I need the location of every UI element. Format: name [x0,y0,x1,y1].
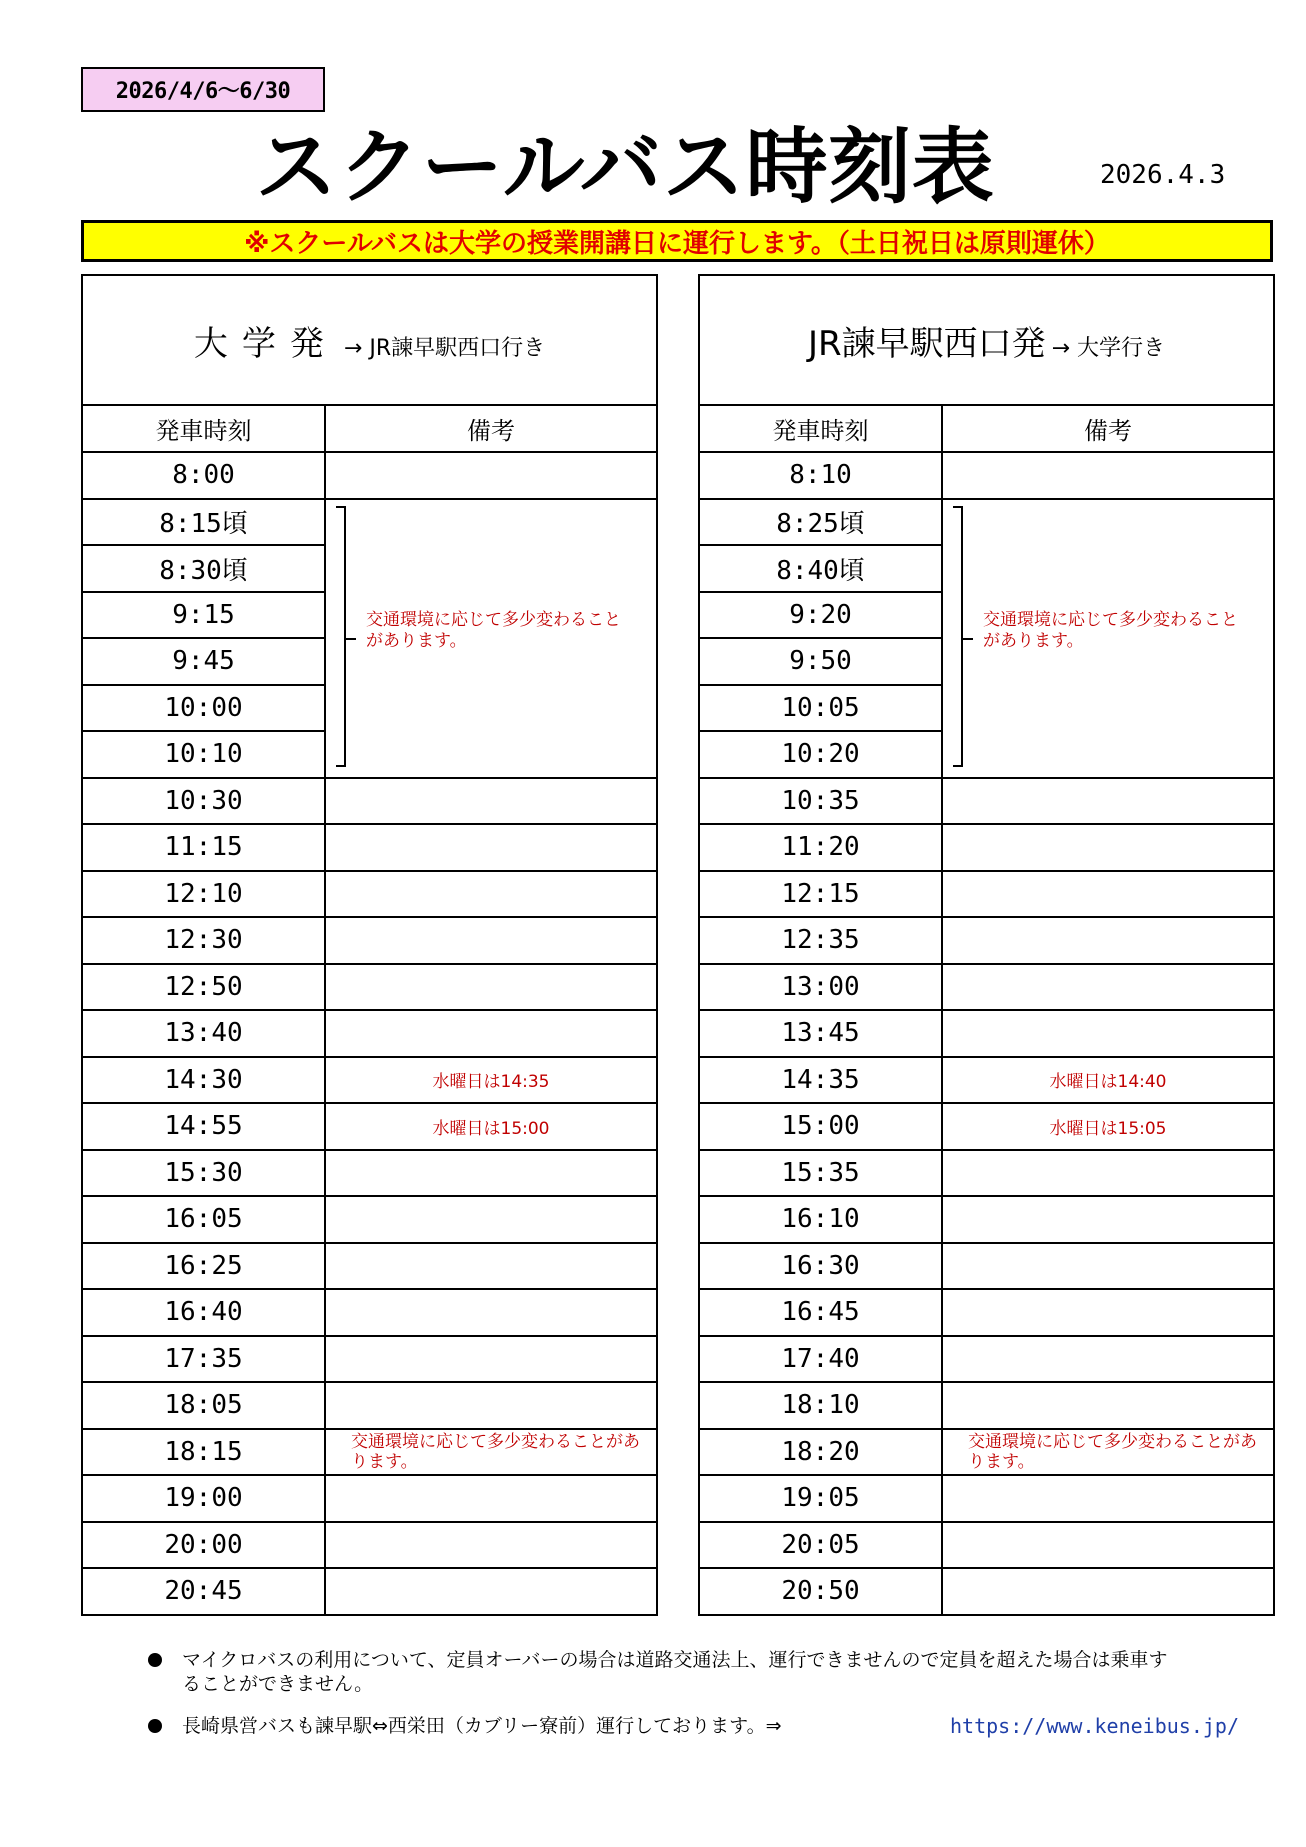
note-cell [325,1382,657,1429]
departure-time: 20:50 [699,1568,942,1615]
departure-time: 19:05 [699,1475,942,1522]
departure-time: 11:20 [699,824,942,871]
traffic-note: 交通環境に応じて多少変わることがあります。 [366,609,621,651]
wednesday-note: 水曜日は14:40 [942,1057,1274,1104]
departure-time: 16:10 [699,1196,942,1243]
note-cell [325,1196,657,1243]
table-row [699,1289,1274,1336]
departure-time: 20:05 [699,1522,942,1569]
table-row [82,1010,657,1057]
departure-title: JR諫早駅西口発 [807,323,1046,364]
departure-title: 大学発 [193,323,338,364]
table-row [699,1196,1274,1243]
note-cell [942,1010,1274,1057]
note-cell [942,964,1274,1011]
table-row [699,1010,1274,1057]
table-row [82,1475,657,1522]
note-cell [942,1382,1274,1429]
departure-time: 16:25 [82,1243,325,1290]
column-header-note: 備考 [325,405,657,452]
departure-time: 9:20 [699,592,942,639]
departure-time: 18:10 [699,1382,942,1429]
table-row [699,1522,1274,1569]
departure-time: 8:00 [82,452,325,499]
note-cell [325,1336,657,1383]
issue-date: 2026.4.3 [1100,160,1226,190]
group-note-cell [325,499,657,778]
wednesday-note: 水曜日は14:35 [325,1057,657,1104]
table-row [699,1057,1274,1104]
bullet-icon [148,1719,162,1733]
note-cell [325,1150,657,1197]
table-row [82,824,657,871]
column-header-time: 発車時刻 [82,405,325,452]
departure-time: 10:05 [699,685,942,732]
table-row [82,964,657,1011]
operation-notice-banner: ※スクールバスは大学の授業開講日に運行します。（土日祝日は原則運休） [81,220,1273,262]
departure-time: 10:20 [699,731,942,778]
departure-time: 16:40 [82,1289,325,1336]
destination-subtitle: → JR諫早駅西口行き [343,335,546,361]
note-cell [942,917,1274,964]
note-cell [325,1010,657,1057]
departure-time: 17:35 [82,1336,325,1383]
note-cell [325,964,657,1011]
departure-time: 20:45 [82,1568,325,1615]
traffic-note: 交通環境に応じて多少変わることがあります。 [983,609,1238,651]
note-cell [325,1568,657,1615]
departure-time: 14:35 [699,1057,942,1104]
departure-time: 13:40 [82,1010,325,1057]
departure-time: 16:30 [699,1243,942,1290]
note-cell [325,871,657,918]
departure-time: 12:10 [82,871,325,918]
wednesday-note: 水曜日は15:05 [942,1103,1274,1150]
table-row [699,1150,1274,1197]
departure-time: 13:45 [699,1010,942,1057]
table-row [82,1057,657,1104]
table-row [82,1196,657,1243]
departure-time: 9:15 [82,592,325,639]
note-cell [325,1522,657,1569]
table-row [699,1336,1274,1383]
note-cell [942,824,1274,871]
timetable-from-university [81,274,658,1616]
departure-time: 19:00 [82,1475,325,1522]
departure-time: 8:10 [699,452,942,499]
wednesday-note: 水曜日は15:00 [325,1103,657,1150]
bracket-tick [346,638,356,640]
departure-time: 18:05 [82,1382,325,1429]
footer-note-capacity [150,1648,1170,1696]
table-row [699,917,1274,964]
departure-time: 12:30 [82,917,325,964]
departure-time: 17:40 [699,1336,942,1383]
table-row [699,778,1274,825]
table-row [82,452,657,499]
departure-time: 16:05 [82,1196,325,1243]
note-cell [325,452,657,499]
page-title: スクールバス時刻表 [255,120,995,215]
table-row [82,1568,657,1615]
table-row [699,1103,1274,1150]
note-cell [325,1243,657,1290]
note-cell [942,871,1274,918]
note-cell [942,1150,1274,1197]
departure-time: 18:15 [82,1429,325,1476]
departure-time: 11:15 [82,824,325,871]
capacity-note-text: マイクロバスの利用について、定員オーバーの場合は道路交通法上、運行できませんので定員を超えた場合は乗車することができません。 [182,1649,1168,1695]
table-row [82,1103,657,1150]
departure-time: 12:50 [82,964,325,1011]
column-header-note: 備考 [942,405,1274,452]
table-row [699,824,1274,871]
table-row [699,1429,1274,1476]
table-row [699,1568,1274,1615]
keneibus-link[interactable]: https://www.keneibus.jp/ [950,1714,1239,1738]
table-row [82,871,657,918]
note-cell [325,917,657,964]
note-cell [942,452,1274,499]
column-header-time: 発車時刻 [699,405,942,452]
departure-time: 8:40頃 [699,545,942,592]
table-row [82,1336,657,1383]
departure-time: 13:00 [699,964,942,1011]
bracket-mark [336,506,346,767]
table-row [699,964,1274,1011]
departure-time: 12:15 [699,871,942,918]
group-note-cell [942,499,1274,778]
destination-subtitle: → 大学行き [1051,335,1166,361]
departure-time: 10:10 [82,731,325,778]
departure-time: 15:30 [82,1150,325,1197]
note-cell [942,1475,1274,1522]
note-cell [325,1289,657,1336]
departure-time: 16:45 [699,1289,942,1336]
table-row [82,778,657,825]
table-row [82,917,657,964]
departure-time: 18:20 [699,1429,942,1476]
departure-time: 14:55 [82,1103,325,1150]
footer-note-prefectural-bus [150,1714,930,1738]
bullet-icon [148,1653,162,1667]
departure-time: 15:00 [699,1103,942,1150]
note-cell [942,1289,1274,1336]
note-cell [942,1243,1274,1290]
table-row [82,1429,657,1476]
note-cell [325,824,657,871]
bracket-tick [963,638,973,640]
note-cell [942,778,1274,825]
table-row [699,1243,1274,1290]
prefectural-bus-note-text: 長崎県営バスも諫早駅⇔西栄田（カブリー寮前）運行しております。⇒ [182,1715,782,1737]
table-row [82,1289,657,1336]
departure-time: 10:30 [82,778,325,825]
table-row [82,499,657,546]
period-badge: 2026/4/6～6/30 [81,67,325,112]
table-row [699,1382,1274,1429]
table-row [699,499,1274,546]
traffic-note: 交通環境に応じて多少変わることがあります。 [325,1429,657,1476]
note-cell [942,1568,1274,1615]
note-cell [942,1196,1274,1243]
departure-time: 9:50 [699,638,942,685]
departure-time: 15:35 [699,1150,942,1197]
table-header [699,275,1274,405]
note-cell [942,1522,1274,1569]
table-row [82,1150,657,1197]
departure-time: 14:30 [82,1057,325,1104]
timetable-from-station [698,274,1275,1616]
departure-time: 20:00 [82,1522,325,1569]
table-row [82,1382,657,1429]
note-cell [942,1336,1274,1383]
departure-time: 10:35 [699,778,942,825]
bracket-mark [953,506,963,767]
traffic-note: 交通環境に応じて多少変わることがあります。 [942,1429,1274,1476]
table-row [699,452,1274,499]
note-cell [325,1475,657,1522]
departure-time: 8:25頃 [699,499,942,546]
table-row [699,871,1274,918]
departure-time: 10:00 [82,685,325,732]
departure-time: 8:15頃 [82,499,325,546]
departure-time: 9:45 [82,638,325,685]
note-cell [325,778,657,825]
table-row [699,1475,1274,1522]
departure-time: 8:30頃 [82,545,325,592]
table-row [82,1243,657,1290]
table-header [82,275,657,405]
table-row [82,1522,657,1569]
departure-time: 12:35 [699,917,942,964]
